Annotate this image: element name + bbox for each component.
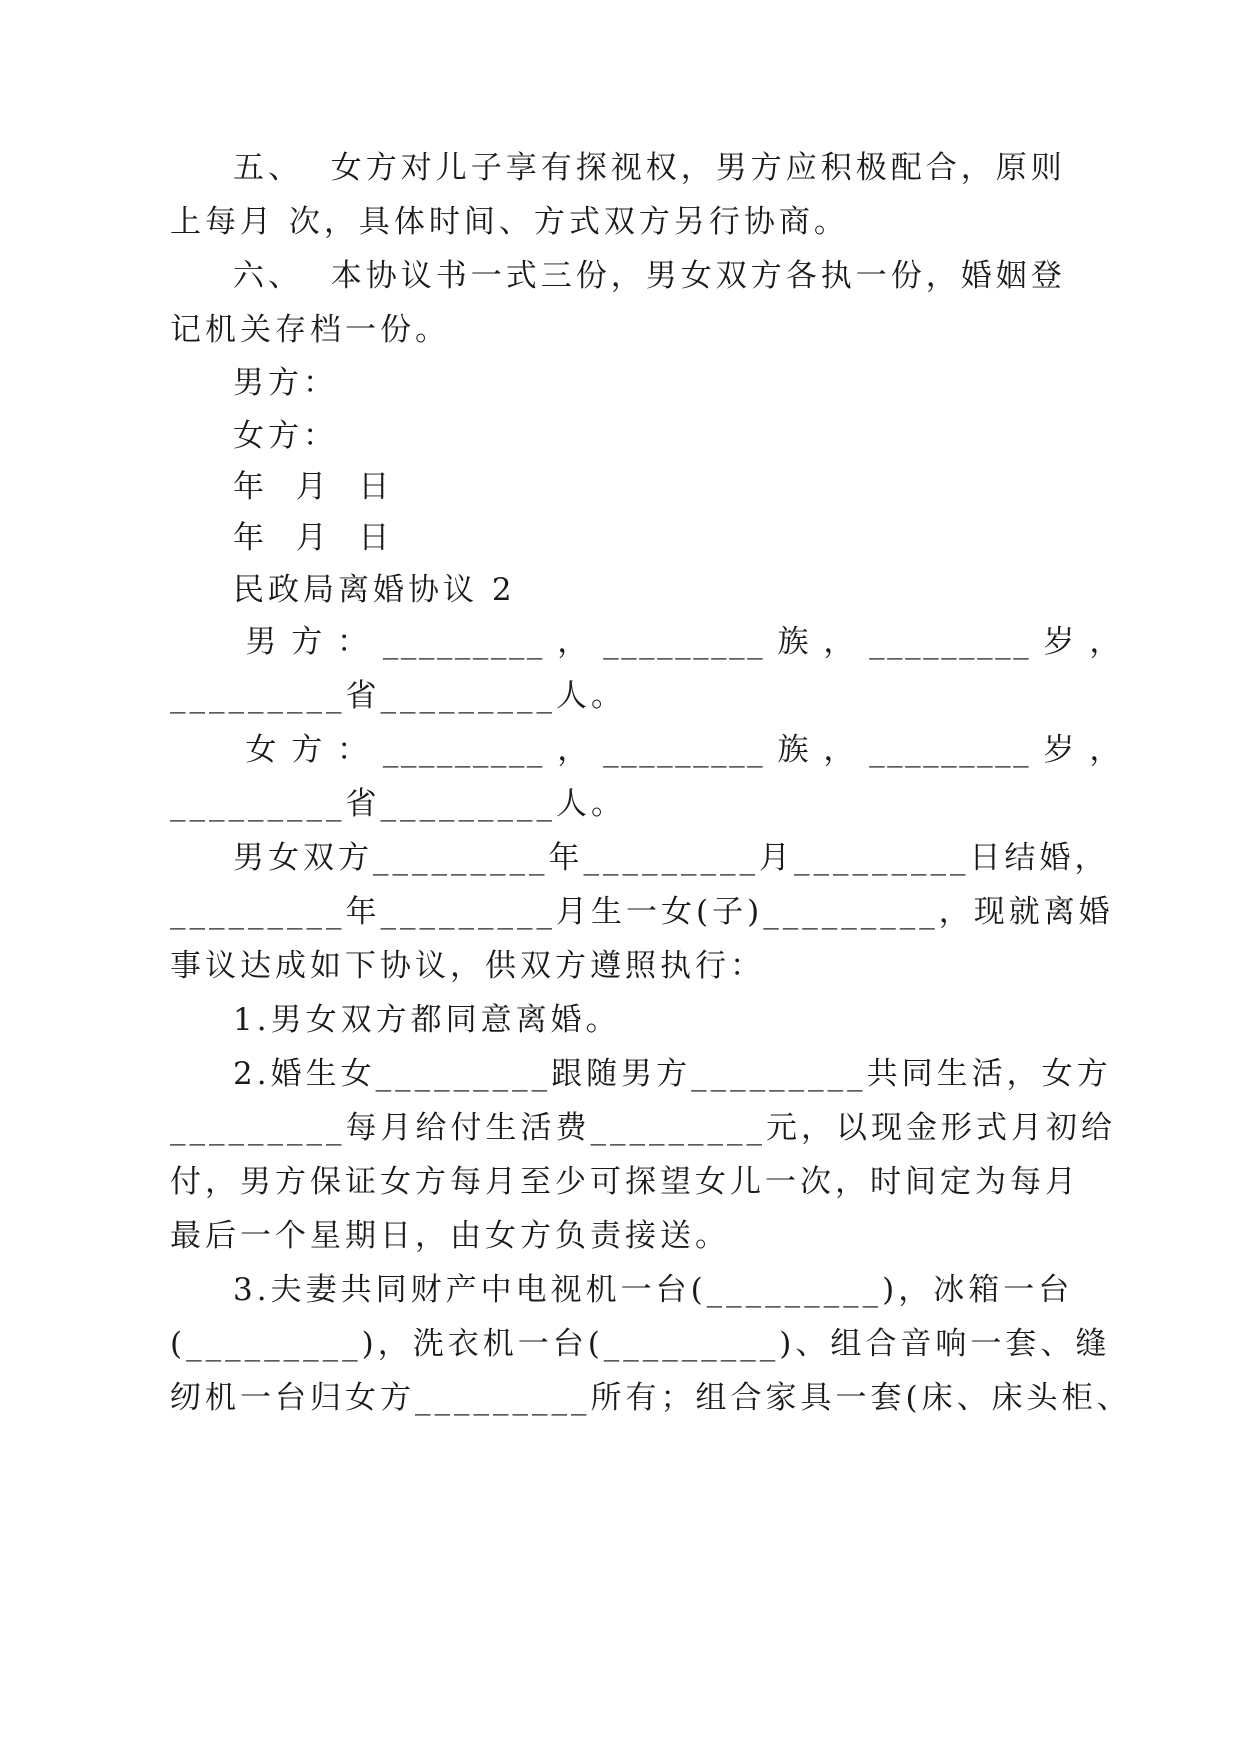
text-line-13: _________省_________人。 xyxy=(170,786,626,822)
text-line-2: 上每月 次，具体时间、方式双方另行协商。 xyxy=(170,204,849,240)
text-line-23: (_________)，洗衣机一台(_________)、组合音响一套、缝 xyxy=(170,1326,1111,1362)
text-line-14: 男女双方_________年_________月_________日结婚， xyxy=(233,840,1110,876)
text-line-20: 付，男方保证女方每月至少可探望女儿一次，时间定为每月 xyxy=(170,1164,1080,1200)
text-line-3: 六、 本协议书一式三份，男女双方各执一份，婚姻登 xyxy=(233,258,1066,294)
text-line-8: 年 月 日 xyxy=(233,520,394,556)
section-title: 民政局离婚协议 2 xyxy=(233,572,516,608)
text-line-24: 纫机一台归女方_________所有；组合家具一套(床、床头柜、 xyxy=(170,1380,1132,1416)
text-line-19: _________每月给付生活费_________元，以现金形式月初给 xyxy=(170,1110,1116,1146)
text-line-17: 1.男女双方都同意离婚。 xyxy=(233,1002,621,1038)
text-line-12: 女 方 ： _________ ， _________ 族 ， _________ 岁 ， xyxy=(233,732,1123,768)
text-line-10: 男 方 ： _________ ， _________ 族 ， _________ 岁 ， xyxy=(233,624,1123,660)
text-line-16: 事议达成如下协议，供双方遵照执行： xyxy=(170,948,765,984)
text-line-7: 年 月 日 xyxy=(233,469,394,505)
text-line-18: 2.婚生女_________跟随男方_________共同生活，女方 xyxy=(233,1056,1112,1092)
text-line-6: 女方： xyxy=(233,418,338,454)
text-line-11: _________省_________人。 xyxy=(170,678,626,714)
text-line-5: 男方： xyxy=(233,365,338,401)
text-line-21: 最后一个星期日，由女方负责接送。 xyxy=(170,1218,730,1254)
text-line-1: 五、 女方对儿子享有探视权，男方应积极配合，原则 xyxy=(233,150,1066,186)
text-line-15: _________年_________月生一女(子)_________，现就离婚 xyxy=(170,894,1114,930)
text-line-4: 记机关存档一份。 xyxy=(170,312,450,348)
text-line-22: 3.夫妻共同财产中电视机一台(_________)，冰箱一台 xyxy=(233,1272,1074,1308)
